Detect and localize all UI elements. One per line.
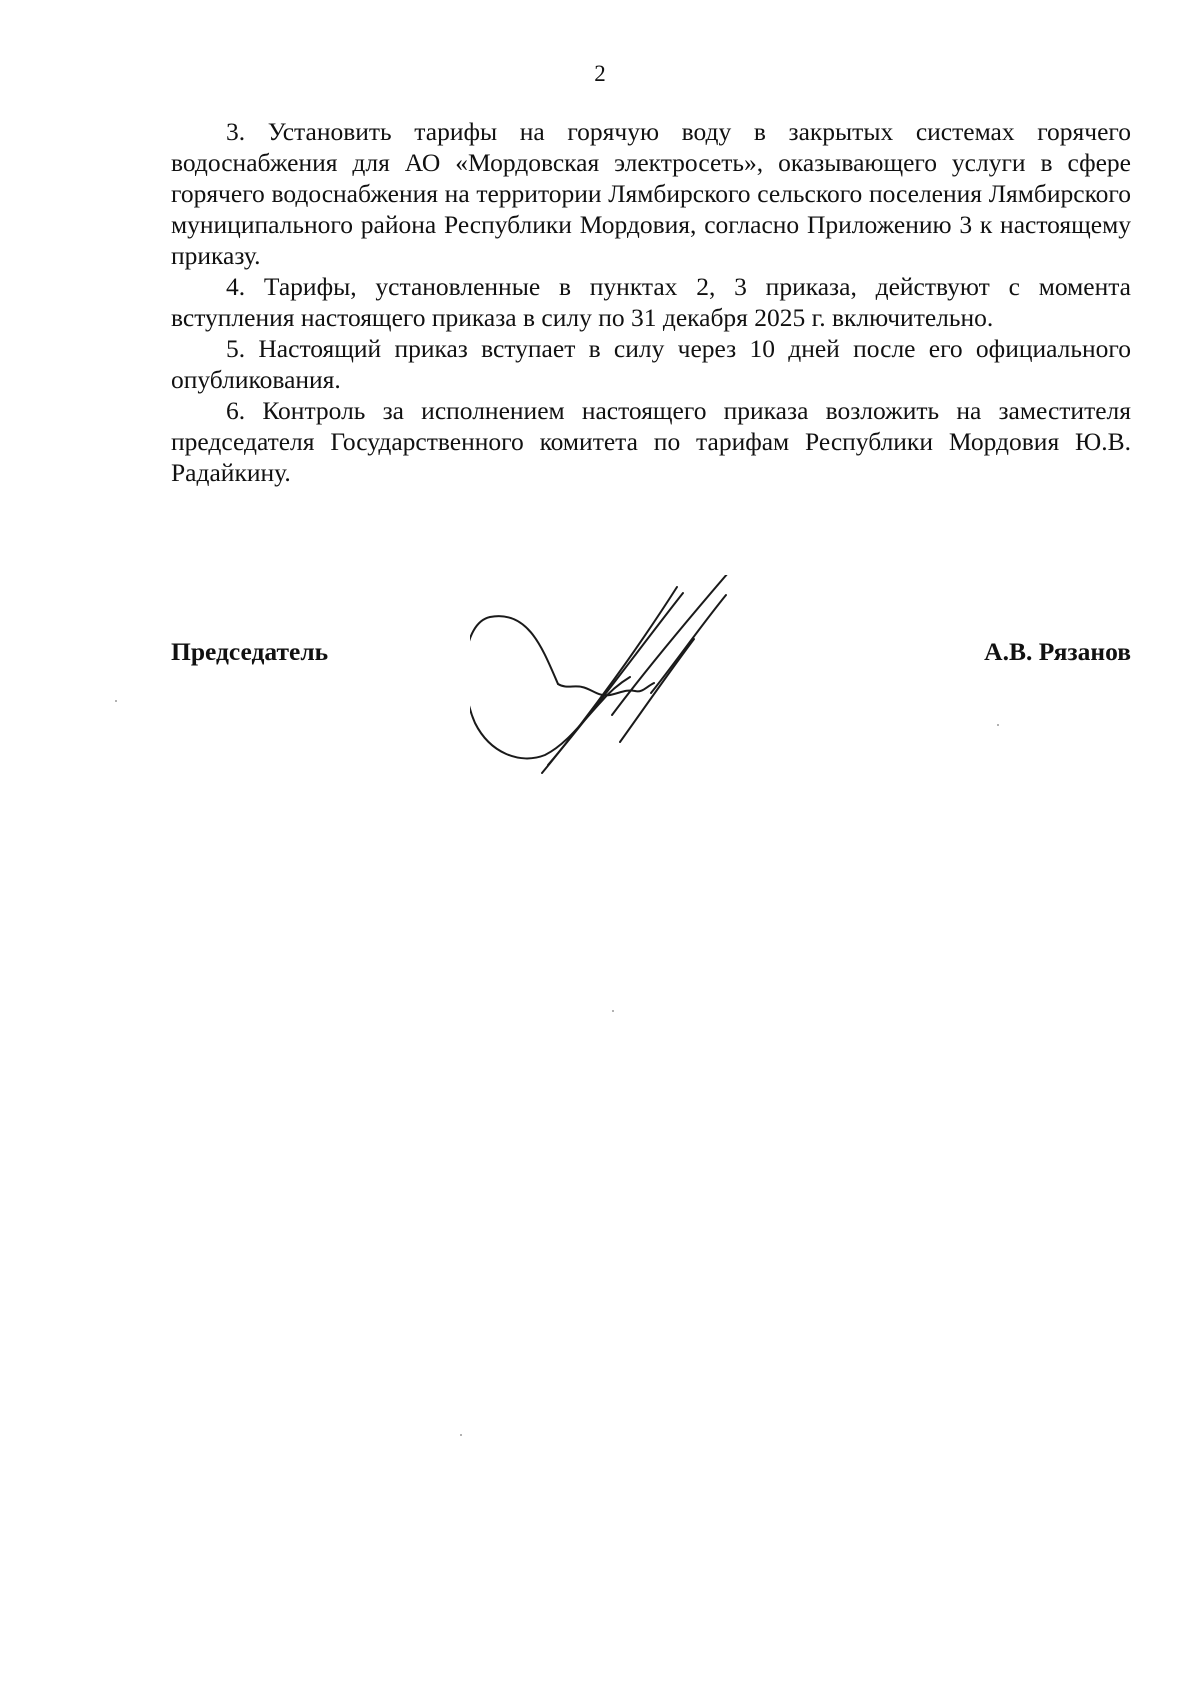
- order-body: [171, 116, 1131, 488]
- scan-speck: [460, 1434, 462, 1436]
- paragraph-item-3: 3. Установить тарифы на горячую воду в закрытых системах горячего водоснабжения для АО «Мордовская электросеть», оказывающего услуги в сфере горячего водоснабжения на территории Лямбирского сельского поселения Лямбирского муниципального района Республики Мордовия, согласно Приложению 3 к настоящему приказу.: [171, 117, 1131, 270]
- scan-speck: [612, 1010, 614, 1012]
- page-number: 2: [594, 61, 606, 86]
- paragraph-item-4: 4. Тарифы, установленные в пунктах 2, 3 приказа, действуют с момента вступления настоящего приказа в силу по 31 декабря 2025 г. включительно.: [171, 272, 1131, 332]
- paragraph-item-6: 6. Контроль за исполнением настоящего приказа возложить на заместителя председателя Государственного комитета по тарифам Республики Мордовия Ю.В. Радайкину.: [171, 396, 1131, 487]
- handwritten-signature: [470, 575, 800, 805]
- signatory-role: Председатель: [171, 637, 329, 666]
- signatory-name: А.В. Рязанов: [984, 637, 1131, 666]
- scan-speck: [115, 700, 117, 702]
- scan-speck: [997, 724, 999, 726]
- paragraph-item-5: 5. Настоящий приказ вступает в силу через 10 дней после его официального опубликования.: [171, 334, 1131, 394]
